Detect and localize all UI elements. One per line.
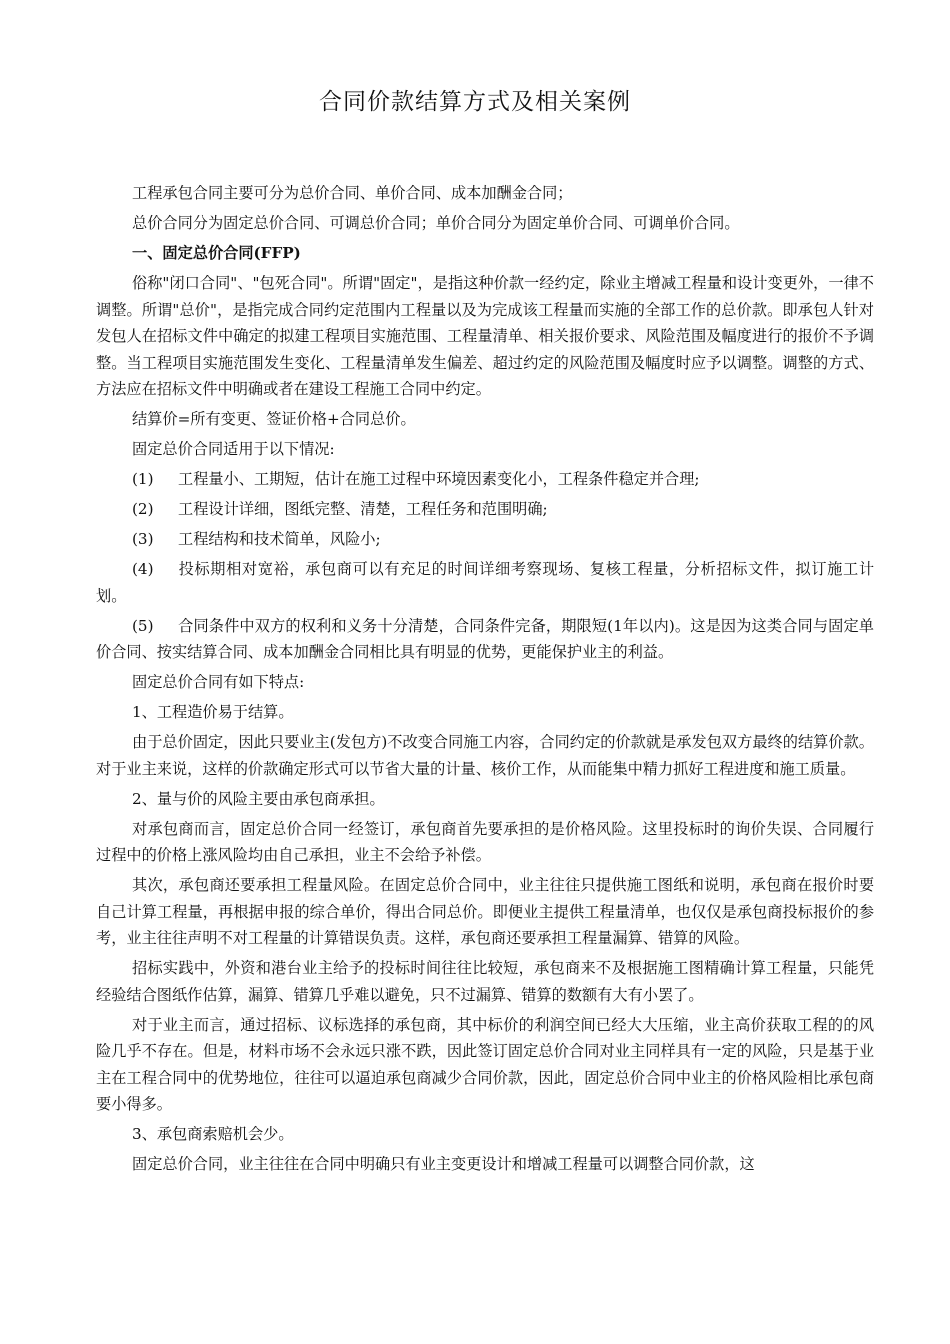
feature-heading-2: 2、量与价的风险主要由承包商承担。 [132,789,385,808]
list-item-text: 工程量小、工期短，估计在施工过程中环境因素变化小，工程条件稳定并合理; [178,470,700,488]
list-item [96,613,874,666]
document-title: 合同价款结算方式及相关案例 [319,89,631,115]
list-item-text: 工程设计详细，图纸完整、清楚，工程任务和范围明确; [178,500,548,518]
list-item-number: (4) [132,560,154,578]
paragraph-feature-1: 由于总价固定，因此只要业主(发包方)不改变合同施工内容，合同约定的价款就是承发包双方最终的结算价款。对于业主来说，这样的价款确定形式可以节省大量的计量、核价工作，从而能集中精力抓好工程进度和施工质量。 [96,733,874,778]
list-item-number: (2) [132,500,154,518]
list-item [96,526,874,553]
paragraph-contract-subtypes: 总价合同分为固定总价合同、可调总价合同；单价合同分为固定单价合同、可调单价合同。 [132,214,740,232]
paragraph-tender-practice: 招标实践中，外资和港台业主给予的投标时间往往比较短，承包商来不及根据施工图精确计算工程量，只能凭经验结合图纸作估算，漏算、错算几乎难以避免，只不过漏算、错算的数额有大有小罢了。 [96,959,874,1004]
list-item-text: 合同条件中双方的权利和义务十分清楚，合同条件完备，期限短(1年以内)。这是因为这类合同与固定单价合同、按实结算合同、成本加酬金合同相比具有明显的优势，更能保护业主的利益。 [96,616,874,661]
paragraph-applicable-intro: 固定总价合同适用于以下情况: [132,440,335,458]
paragraph-claims: 固定总价合同，业主往往在合同中明确只有业主变更设计和增减工程量可以调整合同价款，这 [132,1155,755,1173]
list-item-number: (1) [132,470,154,488]
feature-heading-3: 3、承包商索赔机会少。 [132,1125,294,1143]
paragraph-contract-types: 工程承包合同主要可分为总价合同、单价合同、成本加酬金合同； [132,184,573,202]
document-body [96,180,874,1181]
paragraph-price-risk: 对承包商而言，固定总价合同一经签订，承包商首先要承担的是价格风险。这里投标时的询价失误、合同履行过程中的价格上涨风险均由自己承担，业主不会给予补偿。 [96,819,874,864]
list-item-number: (5) [132,616,154,635]
list-item-number: (3) [132,530,154,548]
list-item-text: 投标期相对宽裕，承包商可以有充足的时间详细考察现场、复核工程量，分析招标文件，拟订施工计划。 [96,560,874,605]
feature-heading-1: 1、工程造价易于结算。 [132,703,294,721]
list-item-text: 工程结构和技术简单，风险小; [178,530,381,548]
paragraph-owner-risk: 对于业主而言，通过招标、议标选择的承包商，其中标价的利润空间已经大大压缩，业主高价获取工程的的风险几乎不存在。但是，材料市场不会永远只涨不跌，因此签订固定总价合同对业主同样具有一定的风险，只是基于业主在工程合同中的优势地位，往往可以逼迫承包商减少合同价款，因此，固定总价合同中业主的价格风险相比承包商要小得多。 [96,1015,874,1113]
list-item [96,496,874,523]
paragraph-features-intro: 固定总价合同有如下特点: [132,673,305,691]
paragraph-ffp-definition: 俗称"闭口合同"、"包死合同"。所谓"固定"，是指这种价款一经约定，除业主增减工程量和设计变更外，一律不调整。所谓"总价"，是指完成合同约定范围内工程量以及为完成该工程量而实施的全部工作的总价款。即承包人针对发包人在招标文件中确定的拟建工程项目实施范围、工程量清单、相关报价要求、风险范围及幅度进行的报价不予调整。当工程项目实施范围发生变化、工程量清单发生偏差、超过约定的风险范围及幅度时应予以调整。调整的方式、方法应在招标文件中明确或者在建设工程施工合同中约定。 [96,274,874,398]
list-item [96,466,874,493]
paragraph-quantity-risk: 其次，承包商还要承担工程量风险。在固定总价合同中，业主往往只提供施工图纸和说明，承包商在报价时要自己计算工程量，再根据申报的综合单价，得出合同总价。即便业主提供工程量清单，也仅仅是承包商投标报价的参考，业主往往声明不对工程量的计算错误负责。这样，承包商还要承担工程量漏算、错算的风险。 [96,876,874,947]
list-item [96,556,874,609]
paragraph-settlement-formula: 结算价=所有变更、签证价格+合同总价。 [132,410,416,428]
section-heading-ffp: 一、固定总价合同(FFP) [132,244,301,262]
